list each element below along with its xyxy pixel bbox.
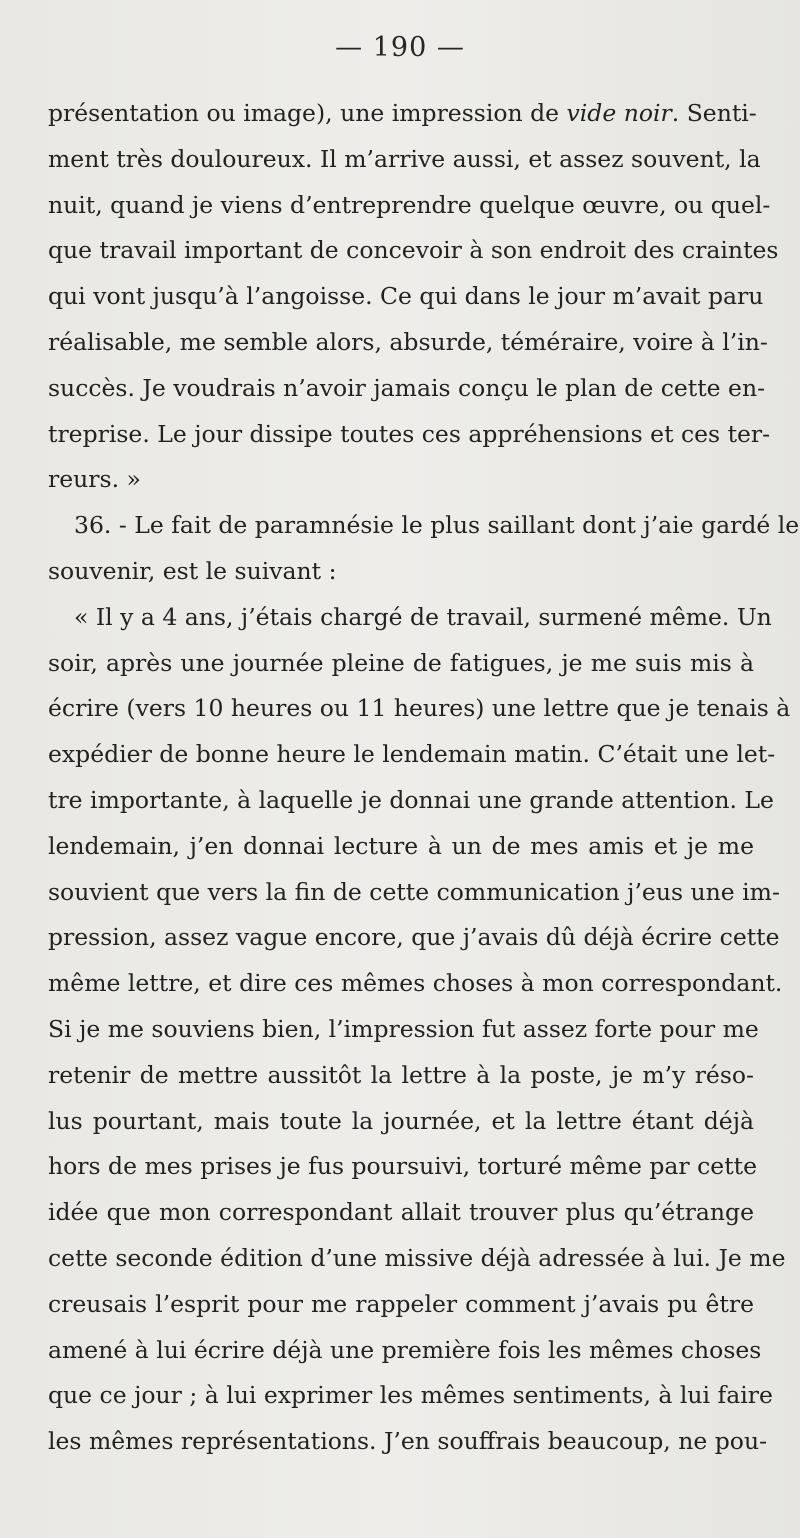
text-line: souvient que vers la fin de cette communication j’eus une im-: [48, 877, 780, 906]
text-line: cette seconde édition d’une missive déjà adressée à lui. Je me: [48, 1243, 786, 1272]
text-line: nuit, quand je viens d’entreprendre quelque œuvre, ou quel-: [48, 190, 771, 219]
text-line: reurs. »: [48, 465, 141, 494]
text-line: retenir de mettre aussitôt la lettre à la poste, je m’y réso-: [48, 1060, 754, 1089]
text-line: Si je me souviens bien, l’impression fut assez forte pour me: [48, 1014, 759, 1043]
text-line: creusais l’esprit pour me rappeler comment j’avais pu être: [48, 1289, 754, 1318]
text-line: souvenir, est le suivant :: [48, 556, 337, 585]
text-line: tre importante, à laquelle je donnai une grande attention. Le: [48, 785, 774, 814]
text-line: réalisable, me semble alors, absurde, téméraire, voire à l’in-: [48, 327, 768, 356]
text-line: les mêmes représentations. J’en souffrais beaucoup, ne pou-: [48, 1427, 768, 1456]
page-number: — 190 —: [335, 32, 465, 63]
text-line: « Il y a 4 ans, j’étais chargé de travail, surmené même. Un: [74, 602, 772, 631]
text-line: que ce jour ; à lui exprimer les mêmes sentiments, à lui faire: [48, 1381, 773, 1410]
text-line: que travail important de concevoir à son endroit des craintes: [48, 236, 779, 265]
text-line: lus pourtant, mais toute la journée, et la lettre étant déjà: [48, 1106, 754, 1135]
text-line: lendemain, j’en donnai lecture à un de mes amis et je me: [48, 831, 754, 860]
text-line: amené à lui écrire déjà une première fois les mêmes choses: [48, 1335, 762, 1364]
body-text: [48, 91, 800, 1465]
text-line: soir, après une journée pleine de fatigues, je me suis mis à: [48, 648, 754, 677]
text-line: qui vont jusqu’à l’angoisse. Ce qui dans le jour m’avait paru: [48, 282, 764, 311]
text-line: écrire (vers 10 heures ou 11 heures) une lettre que je tenais à: [48, 694, 791, 723]
text-line: hors de mes prises je fus poursuivi, torturé même par cette: [48, 1152, 757, 1181]
text-line: idée que mon correspondant allait trouver plus qu’étrange: [48, 1198, 754, 1227]
text-line: 36. - Le fait de paramnésie le plus saillant dont j’aie gardé le: [74, 511, 800, 540]
text-line: présentation ou image), une impression de vide noir. Senti-: [48, 99, 757, 127]
text-line: pression, assez vague encore, que j’avais dû déjà écrire cette: [48, 923, 780, 952]
text-line: expédier de bonne heure le lendemain matin. C’était une let-: [48, 740, 776, 769]
text-line: treprise. Le jour dissipe toutes ces appréhensions et ces ter-: [48, 419, 771, 448]
text-line: ment très douloureux. Il m’arrive aussi, et assez souvent, la: [48, 144, 761, 173]
text-line: succès. Je voudrais n’avoir jamais conçu le plan de cette en-: [48, 373, 766, 402]
text-line: même lettre, et dire ces mêmes choses à mon correspondant.: [48, 969, 783, 998]
